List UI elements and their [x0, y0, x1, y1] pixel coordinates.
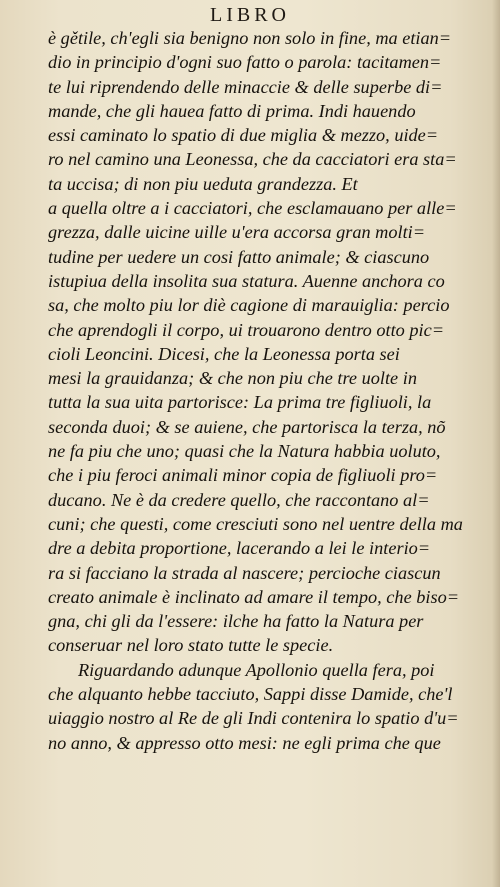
text-line: no anno, & appresso otto mesi: ne egli prima che que: [48, 732, 441, 753]
text-line: che alquanto hebbe tacciuto, Sappi disse Damide, che'l: [48, 684, 453, 705]
text-line: essi caminato lo spatio di due miglia & mezzo, uide=: [48, 125, 439, 146]
text-line: seconda duoi; & se auiene, che partorisca la terza, nõ: [48, 416, 446, 437]
text-line: dio in principio d'ogni suo fatto o parola: tacitamen=: [48, 52, 442, 73]
text-line: cuni; che questi, come cresciuti sono nel uentre della ma: [48, 513, 463, 534]
page-edge-shadow: [492, 0, 500, 887]
text-line: ra si facciano la strada al nascere; percioche ciascun: [48, 562, 441, 583]
page-text-block: [48, 26, 496, 755]
text-line: tutta la sua uita partorisce: La prima tre figliuoli, la: [48, 392, 432, 413]
text-line: ne fa piu che uno; quasi che la Natura habbia uoluto,: [48, 441, 441, 462]
text-line: mesi la grauidanza; & che non piu che tre uolte in: [48, 368, 417, 389]
text-line: a quella oltre a i cacciatori, che esclamauano per alle=: [48, 198, 457, 219]
text-line: te lui riprendendo delle minaccie & delle superbe di=: [48, 76, 443, 97]
text-line: dre a debita proportione, lacerando a lei le interio=: [48, 538, 431, 559]
text-line: ta uccisa; di non piu ueduta grandezza. Et: [48, 173, 358, 194]
text-line: ro nel camino una Leonessa, che da cacciatori era sta=: [48, 149, 457, 170]
text-line: mande, che gli hauea fatto di prima. Indi hauendo: [48, 100, 416, 121]
text-line: conseruar nel loro stato tutte le specie.: [48, 635, 334, 656]
text-line: gna, chi gli da l'essere: ilche ha fatto la Natura per: [48, 611, 424, 632]
text-line: sa, che molto piu lor diè cagione di marauiglia: percio: [48, 295, 450, 316]
text-line: cioli Leoncini. Dicesi, che la Leonessa porta sei: [48, 343, 400, 364]
text-line: che i piu feroci animali minor copia de figliuoli pro=: [48, 465, 438, 486]
text-line: uiaggio nostro al Re de gli Indi contenira lo spatio d'u=: [48, 708, 459, 729]
text-line: Riguardando adunque Apollonio quella fera, poi: [78, 659, 435, 680]
text-line: è gětile, ch'egli sia benigno non solo in fine, ma etian=: [48, 28, 452, 48]
text-line: che aprendogli il corpo, ui trouarono dentro otto pic=: [48, 319, 445, 340]
running-header: LIBRO: [210, 4, 290, 26]
text-line: creato animale è inclinato ad amare il tempo, che biso=: [48, 586, 460, 607]
text-line: ducano. Ne è da credere quello, che raccontano al=: [48, 489, 430, 510]
text-line: tudine per uedere un cosi fatto animale; & ciascuno: [48, 246, 430, 267]
text-line: grezza, dalle uicine uille u'era accorsa gran molti=: [48, 222, 426, 243]
text-line: istupiua della insolita sua statura. Auenne anchora co: [48, 270, 445, 291]
